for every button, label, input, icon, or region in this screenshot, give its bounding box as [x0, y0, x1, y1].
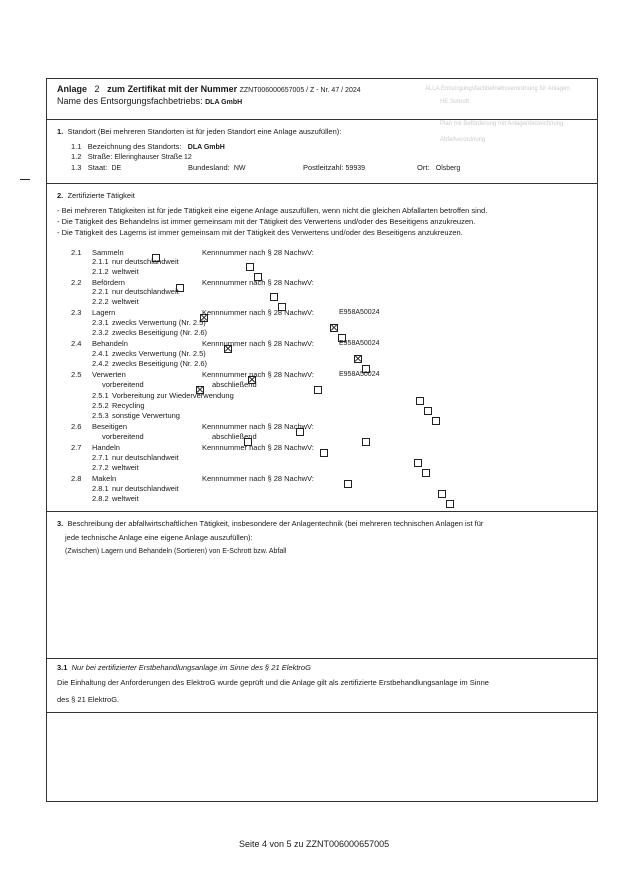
makeln-deutschlandweit-checkbox[interactable]: [438, 490, 446, 498]
kennnummer-label: Kennnummer nach § 28 NachwV:: [202, 474, 314, 483]
item-number: 2.7.2: [92, 463, 109, 472]
kennnummer-label: Kennnummer nach § 28 NachwV:: [202, 248, 314, 257]
row-number: 1.3: [71, 163, 82, 172]
divider-section31: [46, 712, 598, 713]
item-label: abschließend: [212, 380, 257, 389]
section3-content: (Zwischen) Lagern und Behandeln (Sortieren) von E-Schrott bzw. Abfall: [65, 548, 287, 555]
section3-heading: Beschreibung der abfallwirtschaftlichen Tätigkeit, insbesondere der Anlagentechnik (bei mehreren technischen Anlagen ist für: [67, 519, 484, 528]
befoerdern-deutschlandweit-checkbox[interactable]: [270, 293, 278, 301]
kennnummer-label: Kennnummer nach § 28 NachwV:: [202, 370, 314, 379]
kennnummer-label: Kennnummer nach § 28 NachwV:: [202, 422, 314, 431]
section31-line2: des § 21 ElektroG.: [57, 695, 120, 704]
item-number: 2.5.3: [92, 411, 109, 420]
section3-number: 3.: [57, 519, 64, 528]
ort-label: Ort:: [417, 163, 430, 172]
item-label: zwecks Beseitigung (Nr. 2.6): [112, 359, 208, 368]
section3-title-line1: [57, 519, 483, 528]
handeln-checkbox[interactable]: [320, 449, 328, 457]
divider-section3: [46, 658, 598, 659]
makeln-weltweit-checkbox[interactable]: [446, 500, 454, 508]
item-label: weltweit: [112, 463, 139, 472]
item-label: Verwerten: [92, 370, 126, 379]
beseitigen-abschliessend-checkbox[interactable]: [362, 438, 370, 446]
section3-title-line2: jede technische Anlage eine eigene Anlage auszufüllen):: [65, 533, 253, 542]
divider-section2: [46, 511, 598, 512]
item-label: nur deutschlandweit: [112, 287, 179, 296]
makeln-checkbox[interactable]: [344, 480, 352, 488]
item-label: Beseitigen: [92, 422, 128, 431]
item-label: vorbereitend: [102, 380, 144, 389]
item-number: 2.2: [71, 278, 82, 287]
item-label: Vorbereitung zur Wiederverwendung: [112, 391, 234, 400]
recycling-checkbox[interactable]: [424, 407, 432, 415]
kennnummer-label: Kennnummer nach § 28 NachwV:: [202, 443, 314, 452]
standort-row-1: [71, 142, 225, 151]
divider-section1: [46, 183, 598, 184]
item-number: 2.5.1: [92, 391, 109, 400]
staat-value: DE: [111, 165, 122, 172]
item-label: nur deutschlandweit: [112, 484, 179, 493]
item-number: 2.8.2: [92, 494, 109, 503]
item-label: weltweit: [112, 297, 139, 306]
section31-title: [57, 663, 311, 672]
page-footer: Seite 4 von 5 zu ZZNT006000657005: [239, 839, 390, 849]
kennnummer-value: E958A50024: [339, 370, 380, 378]
standort-row-3: [71, 163, 121, 172]
kennnummer-value: E958A50024: [339, 339, 380, 347]
item-label: zwecks Beseitigung (Nr. 2.6): [112, 328, 208, 337]
section31-heading: Nur bei zertifizierter Erstbehandlungsanlage im Sinne des § 21 ElektroG: [71, 663, 311, 672]
note-3: - Die Tätigkeit des Lagerns ist immer gemeinsam mit der Tätigkeit des Verwertens und/oder des Beseitigens anzukreuzen.: [57, 228, 463, 237]
item-label: zwecks Verwertung (Nr. 2.5): [112, 318, 206, 327]
item-number: 2.4.2: [92, 359, 109, 368]
note-2: - Die Tätigkeit des Behandelns ist immer gemeinsam mit der Tätigkeit des Verwertens und/oder des Beseitigens anzukreuzen.: [57, 217, 476, 226]
note-1: - Bei mehreren Tätigkeiten ist für jede Tätigkeit eine eigene Anlage auszufüllen, wenn nicht die gleichen Abfallarten betroffen sind.: [57, 206, 488, 215]
kennnummer-label: Kennnummer nach § 28 NachwV:: [202, 339, 314, 348]
header-line-1: [57, 84, 361, 94]
ort-value: Olsberg: [435, 165, 461, 172]
item-number: 2.6: [71, 422, 82, 431]
item-number: 2.1.2: [92, 267, 109, 276]
strasse-value: Elleringhauser Straße 12: [114, 154, 192, 161]
handeln-deutschlandweit-checkbox[interactable]: [414, 459, 422, 467]
ort-field: [417, 163, 460, 172]
wiederverwendung-checkbox[interactable]: [416, 397, 424, 405]
lagern-verwertung-checkbox[interactable]: [330, 324, 338, 332]
handeln-weltweit-checkbox[interactable]: [422, 469, 430, 477]
verwerten-abschliessend-checkbox[interactable]: [314, 386, 322, 394]
section2-title: [57, 191, 135, 200]
item-label: Handeln: [92, 443, 120, 452]
item-number: 2.2.2: [92, 297, 109, 306]
item-label: zwecks Verwertung (Nr. 2.5): [112, 349, 206, 358]
kennnummer-label: Kennnummer nach § 28 NachwV:: [202, 308, 314, 317]
item-number: 2.8: [71, 474, 82, 483]
bundesland-label: Bundesland:: [188, 163, 230, 172]
item-number: 2.1.1: [92, 257, 109, 266]
row-number: 1.2: [71, 152, 82, 161]
section1-title: [57, 127, 341, 136]
item-number: 2.5: [71, 370, 82, 379]
anlage-label: Anlage: [57, 84, 88, 94]
standort-value: DLA GmbH: [187, 144, 225, 151]
item-label: nur deutschlandweit: [112, 453, 179, 462]
plz-field: [303, 163, 365, 172]
item-number: 2.8.1: [92, 484, 109, 493]
item-number: 2.1: [71, 248, 82, 257]
item-label: Sammeln: [92, 248, 124, 257]
item-number: 2.4.1: [92, 349, 109, 358]
section1-number: 1.: [57, 127, 64, 136]
item-label: Lagern: [92, 308, 116, 317]
standort-label: Bezeichnung des Standorts:: [87, 142, 182, 151]
item-number: 2.7.1: [92, 453, 109, 462]
item-label: weltweit: [112, 267, 139, 276]
betrieb-label: Name des Entsorgungsfachbetriebs:: [57, 96, 203, 106]
item-number: 2.4: [71, 339, 82, 348]
kennnummer-label: Kennnummer nach § 28 NachwV:: [202, 278, 314, 287]
sammeln-deutschlandweit-checkbox[interactable]: [246, 263, 254, 271]
zertifikat-number: ZZNT006000657005 / Z - Nr. 47 / 2024: [239, 87, 361, 94]
strasse-label: Straße:: [87, 152, 113, 161]
section31-number: 3.1: [57, 663, 68, 672]
item-number: 2.7: [71, 443, 82, 452]
item-number: 2.3: [71, 308, 82, 317]
item-label: nur deutschlandweit: [112, 257, 179, 266]
anlage-number: 2: [94, 84, 100, 94]
plz-label: Postleitzahl:: [303, 163, 344, 172]
item-number: 2.3.2: [92, 328, 109, 337]
bundesland-field: [188, 163, 246, 172]
section31-line1: Die Einhaltung der Anforderungen des ElektroG wurde geprüft und die Anlage gilt als zertifizierte Erstbehandlungsanlage im Sinne: [57, 678, 489, 687]
item-label: Behandeln: [92, 339, 128, 348]
divider-header: [46, 119, 598, 120]
item-label: sonstige Verwertung: [112, 411, 180, 420]
item-number: 2.2.1: [92, 287, 109, 296]
item-label: weltweit: [112, 494, 139, 503]
item-label: Recycling: [112, 401, 145, 410]
zertifikat-label: zum Zertifikat mit der Nummer: [107, 84, 238, 94]
margin-dash: [20, 179, 30, 180]
kennnummer-value: E958A50024: [339, 308, 380, 316]
behandeln-verwertung-checkbox[interactable]: [354, 355, 362, 363]
item-number: 2.5.2: [92, 401, 109, 410]
item-label: Makeln: [92, 474, 117, 483]
section2-number: 2.: [57, 191, 64, 200]
header-line-2: [57, 96, 242, 106]
item-number: 2.3.1: [92, 318, 109, 327]
sonstige-verwertung-checkbox[interactable]: [432, 417, 440, 425]
row-number: 1.1: [71, 142, 82, 151]
item-label: abschließend: [212, 432, 257, 441]
item-label: vorbereitend: [102, 432, 144, 441]
staat-label: Staat:: [87, 163, 108, 172]
section1-heading: Standort (Bei mehreren Standorten ist für jeden Standort eine Anlage auszufüllen):: [67, 127, 342, 136]
item-label: Befördern: [92, 278, 125, 287]
betrieb-name: DLA GmbH: [205, 99, 243, 106]
section2-heading: Zertifizierte Tätigkeit: [67, 191, 135, 200]
plz-value: 59939: [345, 165, 365, 172]
standort-row-2: [71, 152, 192, 161]
bundesland-value: NW: [233, 165, 246, 172]
